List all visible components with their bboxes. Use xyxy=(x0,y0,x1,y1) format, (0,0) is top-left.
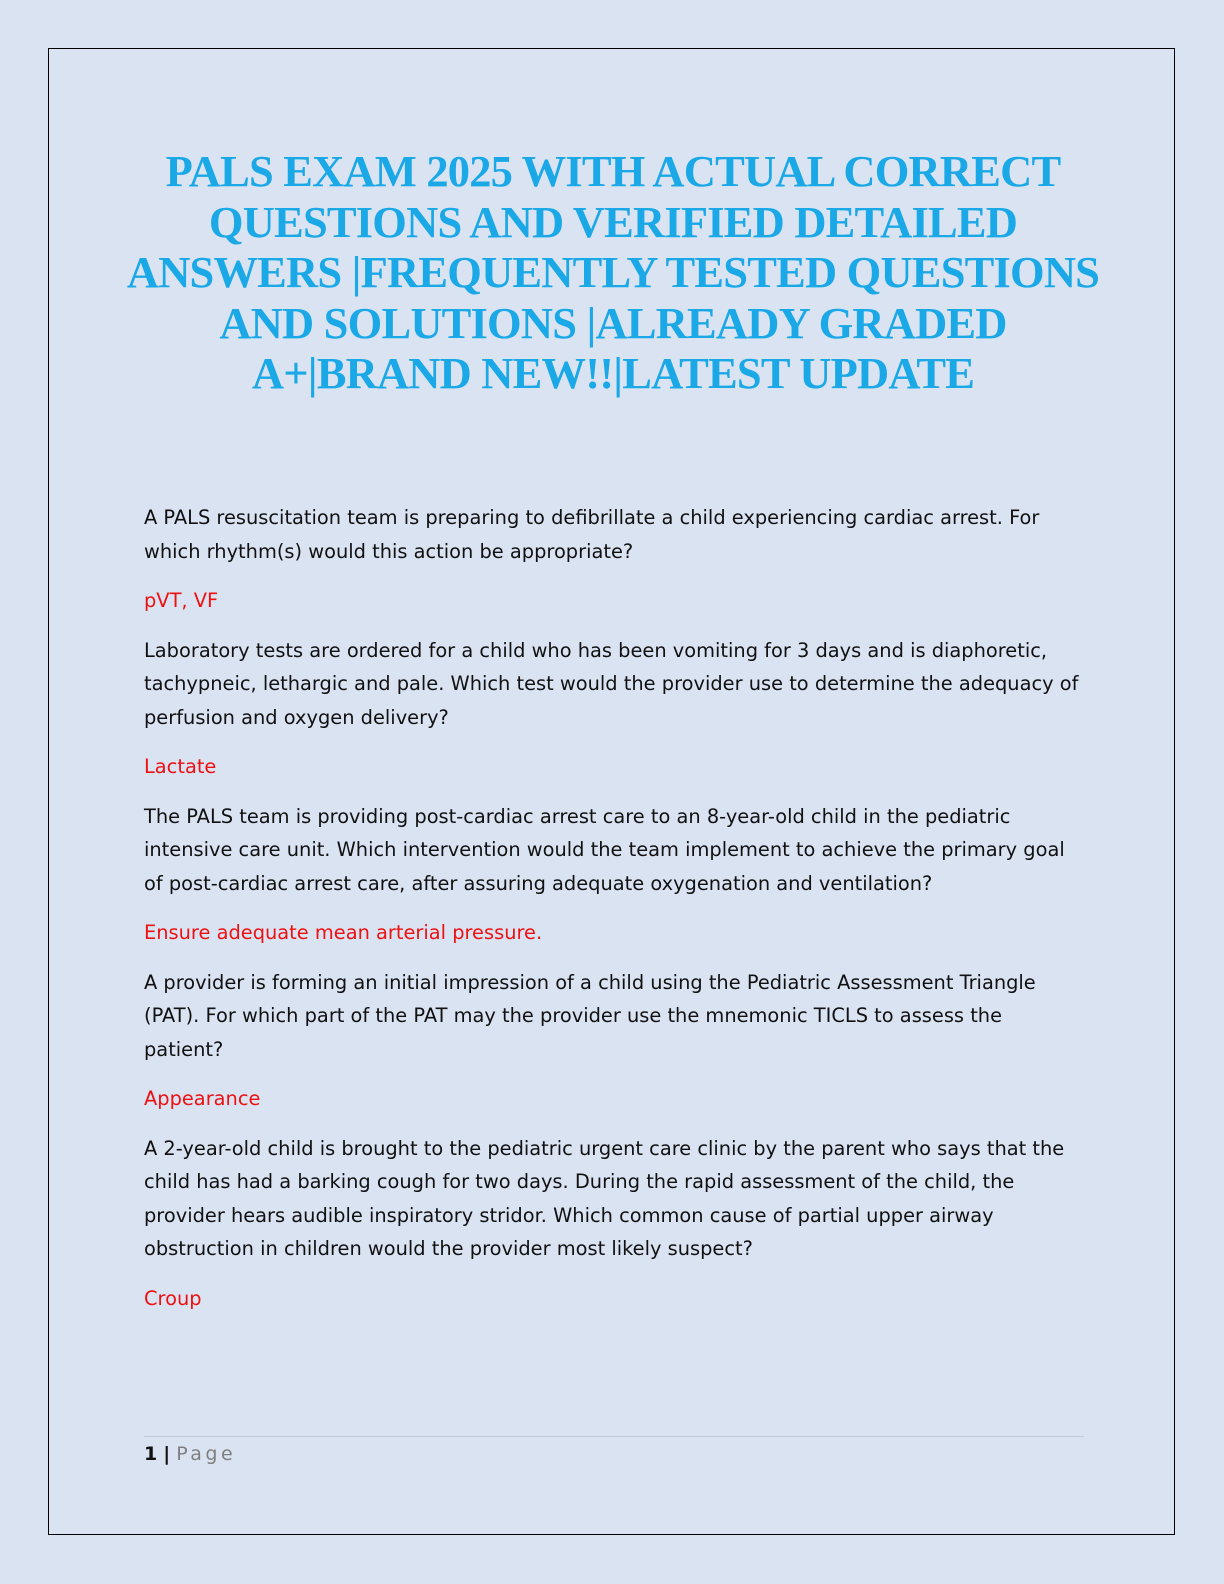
question-text: A 2-year-old child is brought to the pediatric urgent care clinic by the parent who says that the child has had a barking cough for two days. During the rapid assessment of the child, the provider hears audible inspiratory stridor. Which common cause of partial upper airway obstruction in children would the provider most likely suspect? xyxy=(144,1136,1065,1260)
answer-text: Croup xyxy=(144,1286,202,1310)
page-number: 1 xyxy=(144,1443,158,1465)
question-text: A PALS resuscitation team is preparing to defibrillate a child experiencing cardiac arrest. For which rhythm(s) would this action be appropriate? xyxy=(144,506,1040,563)
question-text: A provider is forming an initial impression of a child using the Pediatric Assessment Triangle (PAT). For which part of the PAT may the provider use the mnemonic TICLS to assess the patient? xyxy=(144,970,1036,1061)
answer-text: pVT, VF xyxy=(144,589,219,612)
answer-text: Ensure adequate mean arterial pressure. xyxy=(144,921,543,944)
answer-text: Appearance xyxy=(144,1087,261,1110)
question-text: Laboratory tests are ordered for a child who has been vomiting for 3 days and is diaphoretic, tachypneic, lethargic and pale. Which test would the provider use to determine the adequacy of perfusion and oxygen delivery? xyxy=(144,638,1079,729)
answer-text: Lactate xyxy=(144,755,217,778)
footer-divider xyxy=(144,1436,1084,1437)
page-label: Page xyxy=(176,1443,237,1465)
footer-separator: | xyxy=(163,1443,171,1465)
qa-list xyxy=(144,501,1084,1331)
page-footer xyxy=(144,1440,236,1468)
document-title: PALS EXAM 2025 WITH ACTUAL CORRECT QUESTIONS AND VERIFIED DETAILED ANSWERS |FREQUENTLY TESTED QUESTIONS AND SOLUTIONS |ALREADY GRADED A+|BRAND NEW!!|LATEST UPDATE xyxy=(126,146,1100,398)
question-text: The PALS team is providing post-cardiac arrest care to an 8-year-old child in the pediatric intensive care unit. Which intervention would the team implement to achieve the primary goal of post-cardiac arrest care, after assuring adequate oxygenation and ventilation? xyxy=(144,804,1065,895)
